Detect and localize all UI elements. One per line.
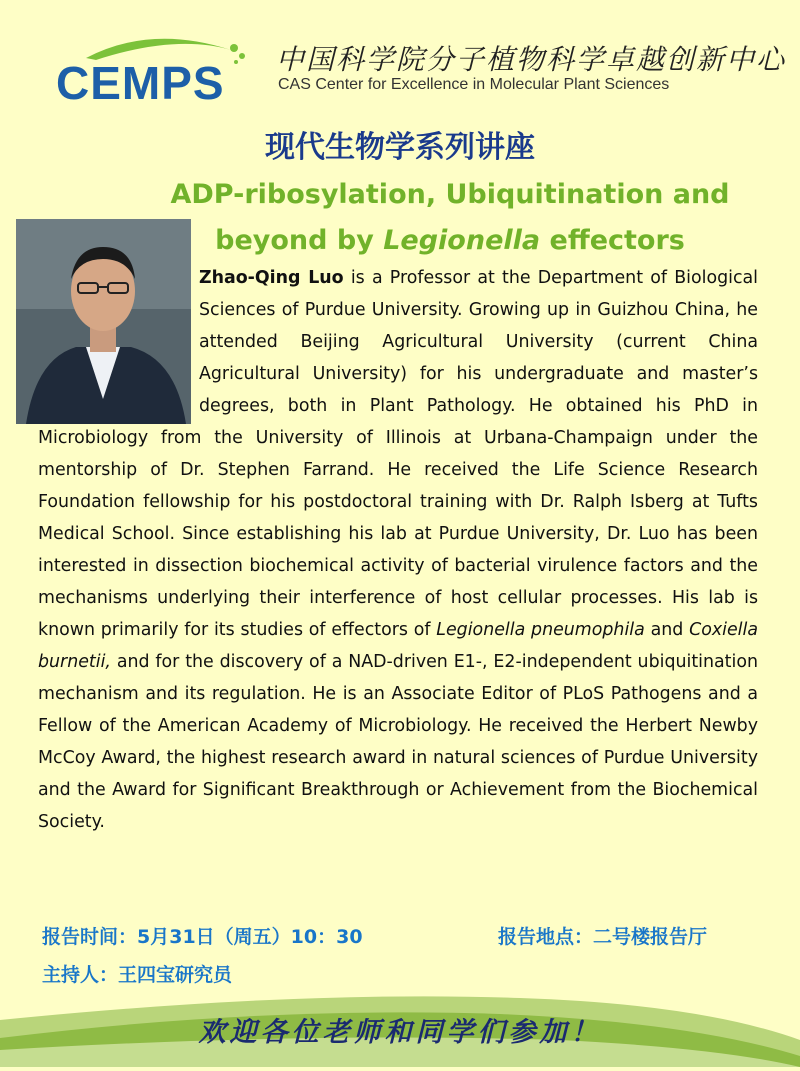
talk-title xyxy=(150,172,750,264)
logo-text: CEMPS xyxy=(56,57,225,109)
bio-text-1: is a Professor at the Department of Biological Sciences of Purdue University. Growing up in Guizhou China, he attended Beijing Agricultural University (current China Agricultural University) for his undergraduate and master’s degrees, both in Plant Pathology. He obtained his PhD in Microbiology from the University of Illinois at Urbana-Champaign under the mentorship of Dr. Stephen Farrand. He received the Life Science Research Foundation fellowship for his postdoctoral training with Dr. Ralph Isberg at Tufts Medical School. Since establishing his lab at Purdue University, Dr. Luo has been interested in dissection biochemical activity of bacterial virulence factors and the mechanisms underlying their interference of host cellular processes. His lab is known primarily for its studies of effectors of xyxy=(38,268,758,640)
talk-host: 主持人：王四宝研究员 xyxy=(42,964,233,986)
talk-title-pre: beyond by xyxy=(215,225,384,256)
org-name-english: CAS Center for Excellence in Molecular Plant Sciences xyxy=(278,76,670,93)
photo-spacer xyxy=(38,262,199,422)
talk-location: 报告地点：二号楼报告厅 xyxy=(498,926,708,948)
org-name-chinese: 中国科学院分子植物科学卓越创新中心 xyxy=(276,43,787,76)
speaker-name: Zhao-Qing Luo xyxy=(199,268,344,288)
species-legionella: Legionella pneumophila xyxy=(436,620,645,640)
cemps-logo xyxy=(56,26,246,109)
speaker-bio xyxy=(38,262,758,838)
header xyxy=(0,0,800,110)
series-title: 现代生物学系列讲座 xyxy=(265,130,535,165)
talk-title-post: effectors xyxy=(540,225,685,256)
talk-title-line1: ADP-ribosylation, Ubiquitination and xyxy=(170,179,730,210)
talk-title-line2 xyxy=(150,218,750,264)
species-coxiella: Coxiella burnetii, xyxy=(38,620,759,672)
talk-title-italic: Legionella xyxy=(383,225,541,256)
bio-text-2: and for the discovery of a NAD-driven E1-, E2-independent ubiquitination mechanism and its regulation. He is an Associate Editor of PLoS Pathogens and a Fellow of the American Academy of Microbiology. He received the Herbert Newby McCoy Award, the highest research award in natural sciences of Purdue University and the Award for Significant Breakthrough or Achievement from the Biochemical Society. xyxy=(38,652,758,832)
talk-time: 报告时间：5月31日（周五）10：30 xyxy=(42,926,363,948)
welcome-message: 欢迎各位老师和同学们参加！ xyxy=(198,1017,602,1048)
bio-and: and xyxy=(644,620,690,640)
